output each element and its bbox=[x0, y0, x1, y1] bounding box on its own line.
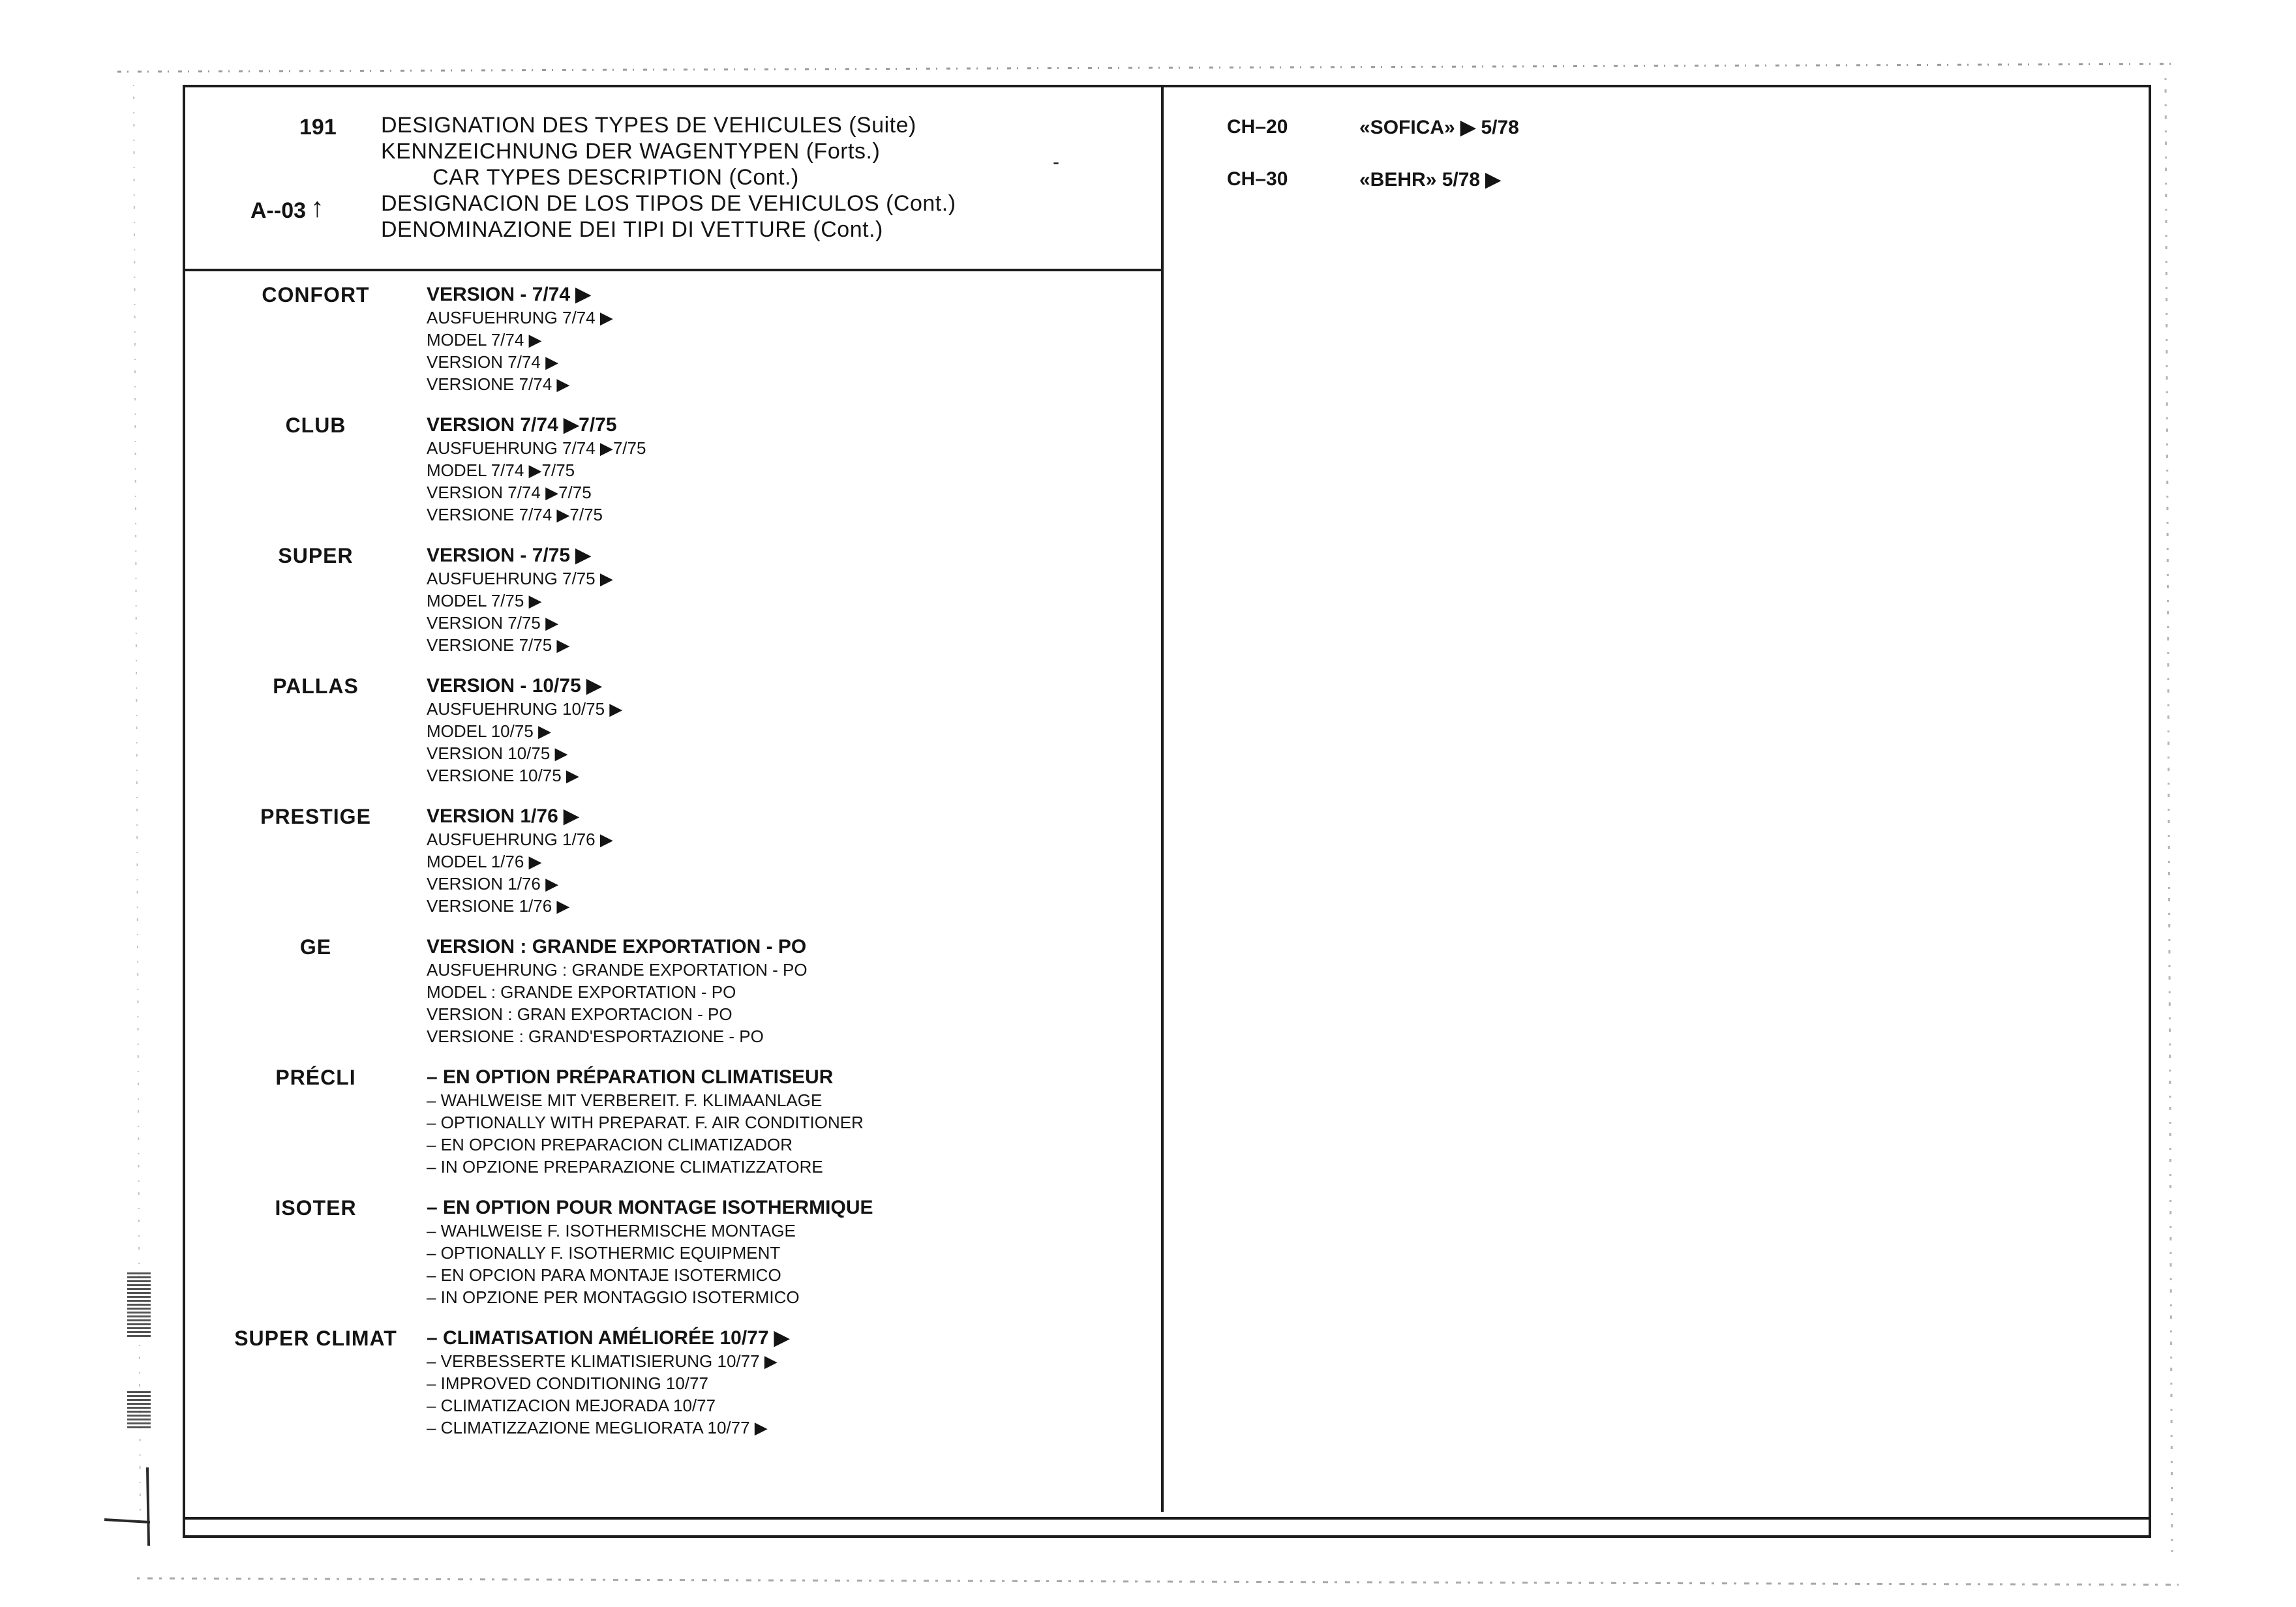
title-italian: DENOMINAZIONE DEI TIPI DI VETTURE (Cont.) bbox=[381, 217, 883, 242]
header-tick: - bbox=[1053, 151, 1059, 173]
type-line-italian: VERSIONE 1/76 ▶ bbox=[427, 896, 570, 916]
type-line-spanish: – EN OPCION PARA MONTAJE ISOTERMICO bbox=[427, 1265, 781, 1285]
type-code: PRESTIGE bbox=[260, 805, 371, 828]
type-code: GE bbox=[299, 935, 332, 959]
type-line-italian: – IN OPZIONE PER MONTAGGIO ISOTERMICO bbox=[427, 1287, 800, 1307]
type-line-english: – OPTIONALLY WITH PREPARAT. F. AIR CONDITIONER bbox=[427, 1113, 864, 1132]
type-line-german: AUSFUEHRUNG 7/75 ▶ bbox=[427, 569, 613, 588]
title-spanish: DESIGNACION DE LOS TIPOS DE VEHICULOS (Cont.) bbox=[381, 191, 956, 216]
type-line-french: – EN OPTION POUR MONTAGE ISOTHERMIQUE bbox=[427, 1197, 873, 1218]
column-divider bbox=[1161, 87, 1164, 1512]
type-line-italian: VERSIONE 7/74 ▶ bbox=[427, 374, 570, 394]
type-line-spanish: – CLIMATIZACION MEJORADA 10/77 bbox=[427, 1396, 716, 1415]
type-line-english: MODEL 1/76 ▶ bbox=[427, 852, 542, 871]
reference-arrow-icon: ↑ bbox=[310, 192, 324, 222]
option-code: CH–20 bbox=[1227, 116, 1288, 138]
sheet-header bbox=[185, 87, 1161, 271]
type-line-german: – WAHLWEISE MIT VERBEREIT. F. KLIMAANLAGE bbox=[427, 1090, 823, 1110]
type-line-spanish: VERSION 10/75 ▶ bbox=[427, 743, 568, 763]
option-code: CH–30 bbox=[1227, 168, 1288, 190]
type-line-french: – EN OPTION PRÉPARATION CLIMATISEUR bbox=[427, 1066, 834, 1088]
type-line-italian: – CLIMATIZZAZIONE MEGLIORATA 10/77 ▶ bbox=[427, 1418, 768, 1437]
type-line-french: VERSION : GRANDE EXPORTATION - PO bbox=[427, 936, 807, 957]
type-line-french: – CLIMATISATION AMÉLIORÉE 10/77 ▶ bbox=[427, 1327, 789, 1349]
type-line-french: VERSION 7/74 ▶7/75 bbox=[427, 414, 617, 436]
type-line-french: VERSION 1/76 ▶ bbox=[427, 805, 579, 827]
title-english: CAR TYPES DESCRIPTION (Cont.) bbox=[432, 165, 799, 190]
option-description: «SOFICA» ▶ 5/78 bbox=[1359, 117, 1519, 138]
type-line-spanish: VERSION 1/76 ▶ bbox=[427, 874, 559, 894]
type-line-german: AUSFUEHRUNG : GRANDE EXPORTATION - PO bbox=[427, 960, 808, 980]
type-code: ISOTER bbox=[275, 1196, 357, 1220]
type-line-french: VERSION - 10/75 ▶ bbox=[427, 675, 602, 697]
type-line-italian: VERSIONE 7/74 ▶7/75 bbox=[427, 505, 603, 524]
type-line-spanish: VERSION 7/74 ▶7/75 bbox=[427, 483, 592, 502]
type-line-english: – OPTIONALLY F. ISOTHERMIC EQUIPMENT bbox=[427, 1243, 781, 1263]
page-number: 191 bbox=[299, 115, 337, 140]
binding-mark-upper bbox=[127, 1272, 151, 1337]
option-description: «BEHR» 5/78 ▶ bbox=[1359, 169, 1501, 190]
type-line-spanish: – EN OPCION PREPARACION CLIMATIZADOR bbox=[427, 1135, 793, 1154]
type-line-spanish: VERSION : GRAN EXPORTACION - PO bbox=[427, 1004, 733, 1024]
title-german: KENNZEICHNUNG DER WAGENTYPEN (Forts.) bbox=[381, 139, 881, 164]
type-line-german: – VERBESSERTE KLIMATISIERUNG 10/77 ▶ bbox=[427, 1351, 778, 1371]
multilingual-title bbox=[381, 112, 956, 243]
type-line-german: AUSFUEHRUNG 10/75 ▶ bbox=[427, 699, 623, 719]
type-line-italian: VERSIONE 10/75 ▶ bbox=[427, 766, 579, 785]
type-line-spanish: VERSION 7/75 ▶ bbox=[427, 613, 559, 633]
type-line-italian: – IN OPZIONE PREPARAZIONE CLIMATIZZATORE bbox=[427, 1157, 823, 1177]
bottom-rule bbox=[185, 1517, 2149, 1520]
type-code: SUPER CLIMAT bbox=[234, 1327, 397, 1350]
type-line-spanish: VERSION 7/74 ▶ bbox=[427, 352, 559, 372]
type-line-french: VERSION - 7/75 ▶ bbox=[427, 545, 591, 566]
type-code: PALLAS bbox=[273, 674, 359, 698]
type-line-english: MODEL 10/75 ▶ bbox=[427, 721, 552, 741]
type-line-german: – WAHLWEISE F. ISOTHERMISCHE MONTAGE bbox=[427, 1221, 796, 1240]
type-line-english: MODEL 7/74 ▶7/75 bbox=[427, 460, 575, 480]
section-reference: A--03 bbox=[250, 198, 307, 223]
type-line-english: MODEL 7/75 ▶ bbox=[427, 591, 542, 610]
type-code: CLUB bbox=[285, 413, 346, 437]
type-line-english: MODEL 7/74 ▶ bbox=[427, 330, 542, 350]
type-line-german: AUSFUEHRUNG 7/74 ▶ bbox=[427, 308, 613, 327]
parts-sheet bbox=[183, 85, 2151, 1538]
title-french: DESIGNATION DES TYPES DE VEHICULES (Suite) bbox=[381, 113, 916, 138]
type-line-french: VERSION - 7/74 ▶ bbox=[427, 284, 591, 305]
type-code: PRÉCLI bbox=[275, 1066, 356, 1089]
type-line-italian: VERSIONE 7/75 ▶ bbox=[427, 635, 570, 655]
binding-mark-lower bbox=[127, 1389, 151, 1428]
type-line-italian: VERSIONE : GRAND'ESPORTAZIONE - PO bbox=[427, 1027, 764, 1046]
type-line-english: MODEL : GRANDE EXPORTATION - PO bbox=[427, 982, 736, 1002]
type-code: SUPER bbox=[278, 544, 354, 567]
type-line-german: AUSFUEHRUNG 7/74 ▶7/75 bbox=[427, 438, 646, 458]
type-line-english: – IMPROVED CONDITIONING 10/77 bbox=[427, 1374, 708, 1393]
type-code: CONFORT bbox=[262, 283, 370, 307]
type-line-german: AUSFUEHRUNG 1/76 ▶ bbox=[427, 830, 613, 849]
